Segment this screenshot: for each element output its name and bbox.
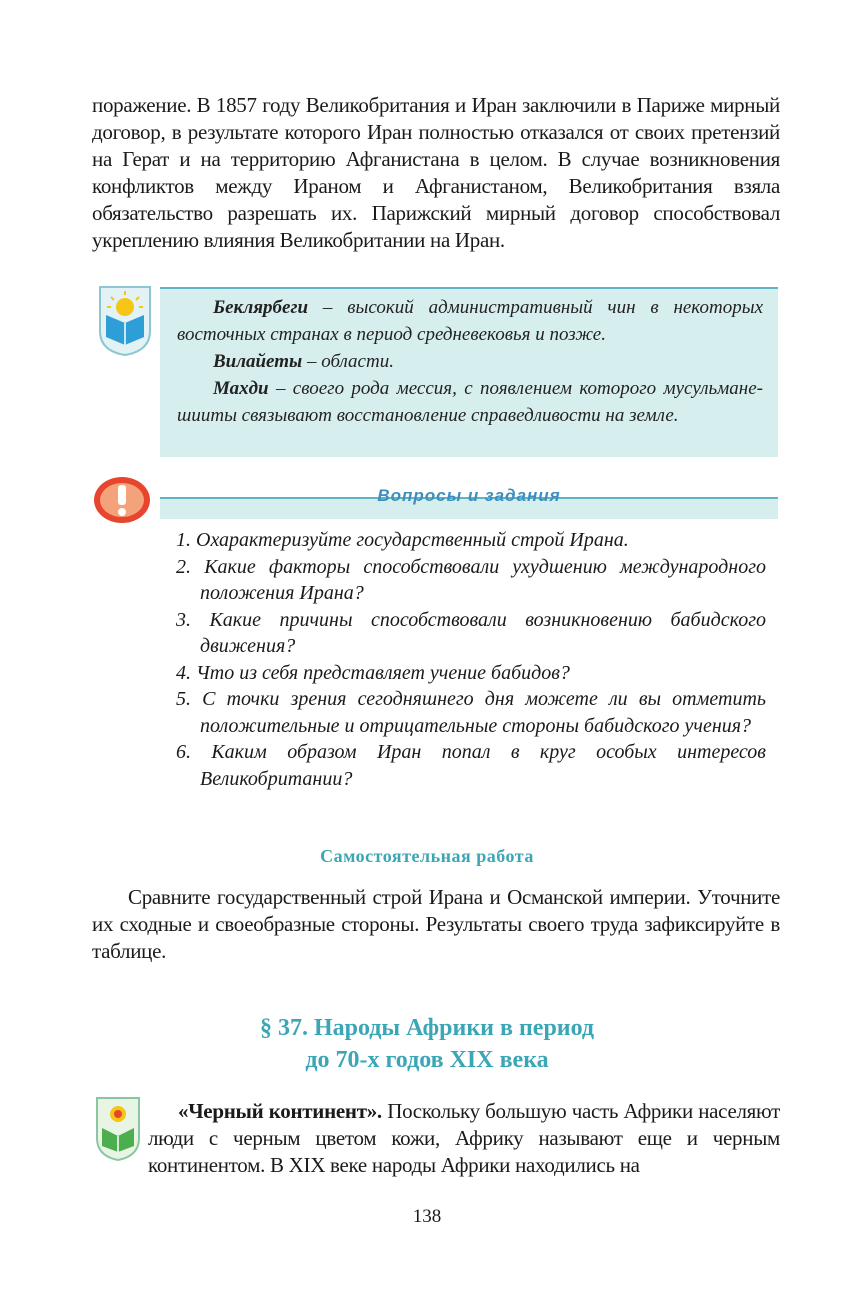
list-item: 4. Что из себя представляет учение бабидов? bbox=[176, 661, 570, 684]
questions-list bbox=[176, 527, 766, 792]
book-icon bbox=[96, 285, 154, 357]
glossary-entry: Вилайеты – области. bbox=[213, 351, 394, 372]
independent-work-title: Самостоятельная работа bbox=[320, 846, 534, 866]
exclamation-icon bbox=[92, 475, 154, 525]
glossary-entry: Беклярбеги – высокий административный чин в некоторых восточных странах в период средневековья и позже. bbox=[177, 297, 763, 345]
glossary-text bbox=[177, 294, 763, 429]
glossary-entry: Махди – своего рода мессия, с появлением которого мусульмане-шииты связывают восстановление справедливости на земле. bbox=[177, 378, 763, 426]
list-item: 2. Какие факторы способствовали ухудшению международного положения Ирана? bbox=[176, 555, 766, 604]
section-lead-paragraph: «Черный континент». Поскольку большую часть Африки населяют люди с черным цветом кожи, Африку называют еще и черным континентом. В XIX веке народы Африки находились на bbox=[148, 1099, 781, 1177]
list-item: 5. С точки зрения сегодняшнего дня можете ли вы отметить положительные и отрицательные стороны бабидского учения? bbox=[176, 688, 766, 737]
intro-paragraph: поражение. В 1857 году Великобритания и Иран заключили в Париже мирный договор, в результате которого Иран полностью отказался от своих претензий на Герат и на территорию Афганистана в целом. В случае возникновения конфликтов между Ираном и Афганистаном, Великобритания взяла обязательство разрешать их. Парижский мирный договор способствовал укреплению влияния Великобритании на Иран. bbox=[92, 93, 780, 252]
independent-work-text: Сравните государственный строй Ирана и Османской империи. Уточните их сходные и своеобразные стороны. Результаты своего труда зафиксируйте в таблице. bbox=[92, 885, 780, 963]
section-title: § 37. Народы Африки в период до 70-х годов XIX века bbox=[259, 1015, 595, 1073]
page-number: 138 bbox=[412, 1206, 442, 1227]
book-sun-icon bbox=[94, 1096, 142, 1162]
list-item: 3. Какие причины способствовали возникновению бабидского движения? bbox=[176, 608, 766, 657]
questions-title: Вопросы и задания bbox=[377, 486, 561, 505]
list-item: 6. Каким образом Иран попал в круг особых интересов Великобритании? bbox=[176, 741, 766, 790]
list-item: 1. Охарактеризуйте государственный строй Ирана. bbox=[176, 529, 629, 551]
